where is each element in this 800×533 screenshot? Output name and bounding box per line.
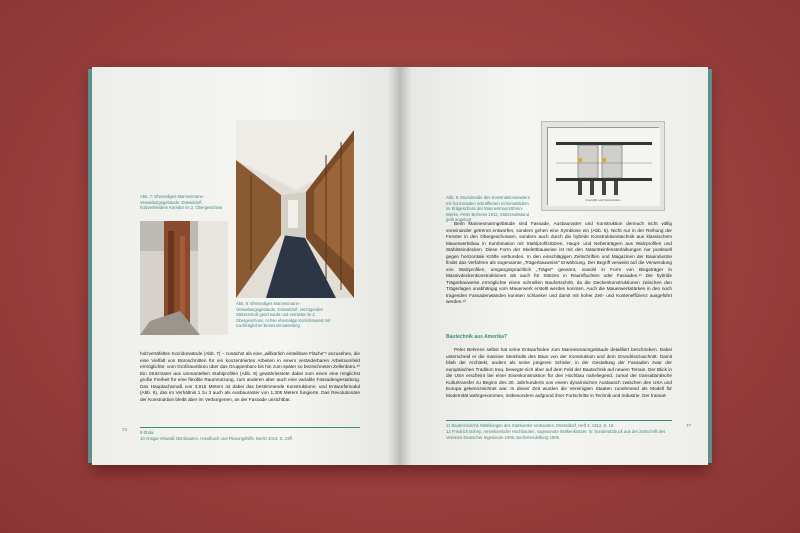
- page-edge-right: [708, 69, 712, 463]
- footnote-12: 12 Friedrich Bohny: Amerikanische Hochbauten, sogenannte Wolkenkratzer. In: Sonderabdruck aus der Zeitschrift des Vereines Deutscher Ingenieure 1908, Berlin/Heidelberg 1906.: [446, 429, 666, 440]
- footnote-10: 10 Ansgar Oswald: Bürobauten. Handbuch und Planungshilfe, Berlin 2013, S. 23ff.: [140, 436, 293, 441]
- floor-plan-figure: [541, 121, 665, 211]
- caption-fig-7: Abb. 7: Ehemaliges Mannesmann-Verwaltungsgebäude, Düsseldorf, holzverkleidete Korridor im 2. Obergeschoss: [140, 194, 223, 211]
- left-page: [92, 67, 400, 465]
- left-footnote-rule: [140, 427, 360, 428]
- caption-fig-9: Abb. 9: Modulmaße des Konstruktionsrasters mit horizontalen schraffierten Schemabildern im Erdgeschoss der Mannesmannröhren-Werke, Peter Behrens 1912, Stützenabstand gelb angelegt: [446, 195, 530, 223]
- right-body-paragraph-2: Peter Behrens selbst hat seine Entwurfsidee zum Mannesmanngebäude detailliert beschrieben. Dabei unterscheid er die massive Steinhülle des Baus von der Konstruktion und dem Grundrisszuschnitt. Damit blieb der Architekt, anders als seine jüngeren Schüler, in der Gestaltung der Fassaden zwar der europäischen Tradition treu, bewegte sich aber auf dem Feld der Bautechnik auf neuem Terrain. Der Blick in die USA erscheint bei einer Eisenkonstruktion für den Hochbau naheliegend, zumal der transatlantische Kulturtransfer zu Beginn des 20. Jahrhunderts von einem dynamischen Austausch zwischen den USA und Europa gekennzeichnet war. In dieser Zeit wurden die Vereinigten Staaten zunehmend als Modell für Modernität wahrgenommen, insbesondere aufgrund ihrer Fortschritte in Technik und Industrie. Der transat-: [446, 347, 672, 398]
- right-body-paragraph-1: Beim Mannesmanngebäude sind Fassade, Ausbauraster und Konstruktion dennoch nicht völlig voneinander getrennt entworfen, sondern gehen eine Symbiose ein (Abb. 5). Nicht nur in der Reihung der Fenster in den Obergeschossen, sondern auch durch die hybride Konstruktionstechnik aus klassischem Mauerwerksbau in Kombination mit Stahlprofilstützen, Haupt- und Nebenträgern aus Walzprofilen und Stahlsteindecken. Diese Form der Skelettbauweise ist mit den Natursteinfensterlaibungen nur punktuell gegen horizontale Kräfte verbunden. In den einschlägigen Zeitschriften und Magazinen der Bauindustrie findet das Verfahren als sogenannte „Trägerbauweise“ Erwähnung. Der Begriff verweist auf die Verwendung von Walzprofilen, umgangssprachlich „Träger“ genannt, sowohl in Form von Biegeträger in Massivdeckenkonstruktionen als auch für Stützen in Raumfluchten oder Fassaden.¹¹ Die hybride Trägerbauweise ermöglichte einen schnellen Baufortschritt, da die Deckenkonstruktionen zwischen den Trägerlagen unabhängig vom Mauerwerk erstellt werden konnten. Auch die Mauerwerkstärken in den noch tragenden Fassadenwänden konnten schlanker und damit mit hoher Zeit- und Kosteneffizienz ausgeführt werden.¹²: [446, 221, 672, 304]
- corridor-photo: [236, 120, 354, 298]
- left-page-number: 74: [122, 427, 128, 432]
- pillar-photo: [140, 221, 228, 335]
- figure-label: Grundriß und Konstruktion: [585, 198, 621, 202]
- book-gutter: [388, 67, 412, 465]
- footnote-9: 9 Ebda.: [140, 430, 155, 435]
- left-body-paragraph: holzvertäfelten Korridorwände (Abb. 7) – zunächst als eine „willkürlich einteilbare Fläche“⁹ anzusehen, die eine Vielfalt von Büroschnitten für ein konzentriertes Arbeiten in einem veränderbaren Arbeitsumfeld ermöglichte: vom Großraumbüro über das Gruppenbüro bis hin zum später so bezeichneten Zellenbüro.¹⁰ Ein Stützraster aus ummantelten Stahlprofilen (Abb. 8) gewährleistete dabei zum einen eine möglichst große Freiheit für eine flexible Raumnutzung, zum anderen aber auch eine variable Fassadengestaltung. Das Hauptachsmaß von 3,915 Metern ist dabei das bestimmende Konstruktions- und Entwurfsmodul (Abb. 9), das im Verhältnis 1 zu 3 auch als Ausbauraster von 1,305 Metern fungierte. Das Revolutionäre der Konstruktion bleibt aber im Verborgenen, an der Fassade unsichtbar.: [140, 351, 360, 402]
- book-spread: [92, 67, 708, 465]
- right-page: [400, 67, 708, 465]
- footnote-11: 11 Bautechnische Mitteilungen des Stahlwerks-Verbandes, Düsseldorf, Heft 2, 1912, S. 18.: [446, 423, 615, 428]
- right-page-number: 77: [686, 423, 692, 428]
- section-heading: Bautechnik aus Amerika?: [446, 334, 507, 340]
- caption-fig-8: Abb. 8: Ehemaliges Mannesmann-Verwaltungsgebäude, Düsseldorf, verzogender Stützenstoß geschraubt und vernietet im 2. Obergeschoss, Achse ehemalige Korridorwand mit nachträglicher Betonummantelung: [236, 301, 331, 329]
- right-footnote-rule: [446, 420, 672, 421]
